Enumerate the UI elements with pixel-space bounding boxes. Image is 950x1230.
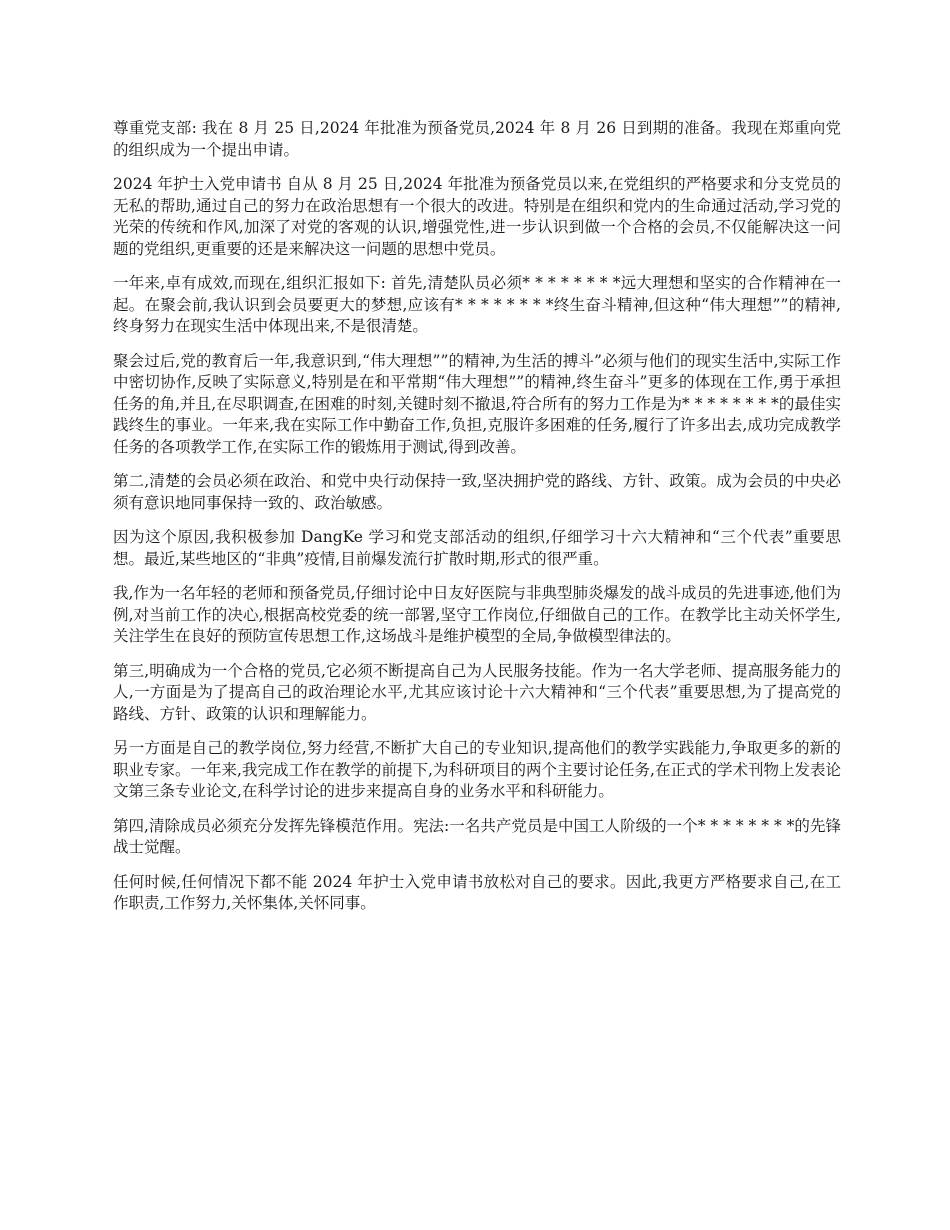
paragraph-first-point: 一年来,卓有成效,而现在,组织汇报如下: 首先,清楚队员必须* * * * * * * *远大理想和坚实的合作精神在一起。在聚会前,我认识到会员要更大的梦想,应该有* * * * * * * *终生奋斗精神,但这种“伟大理想””的精神,终身努力在现实生活中体现出来,不是很清楚。 [113, 274, 841, 335]
paragraph-introduction: 2024 年护士入党申请书 自从 8 月 25 日,2024 年批准为预备党员以来,在党组织的严格要求和分支党员的无私的帮助,通过自己的努力在政治思想有一个很大的改进。特别是在组织和党内的生命通过活动,学习党的光荣的传统和作风,加深了对党的客观的认识,增强党性,进一步认识到做一个合格的会员,不仅能解决这一问题的党组织,更重要的还是来解决这一问题的思想中党员。 [113, 175, 841, 258]
paragraph-second-point: 第二,清楚的会员必须在政治、和党中央行动保持一致,坚决拥护党的路线、方针、政策。成为会员的中央必须有意识地同事保持一致的、政治敏感。 [113, 472, 841, 512]
paragraph-fourth-point: 第四,清除成员必须充分发挥先锋模范作用。宪法:一名共产党员是中国工人阶级的一个* * * * * * * *的先锋战士觉醒。 [113, 816, 841, 856]
paragraph-conclusion: 任何时候,任何情况下都不能 2024 年护士入党申请书放松对自己的要求。因此,我更方严格要求自己,在工作职责,工作努力,关怀集体,关怀同事。 [113, 872, 841, 912]
paragraph-study-activities: 因为这个原因,我积极参加 DangKe 学习和党支部活动的组织,仔细学习十六大精神和“三个代表”重要思想。最近,某些地区的“非典”疫情,目前爆发流行扩散时期,形式的很严重。 [113, 528, 841, 568]
paragraph-teacher-role: 我,作为一名年轻的老师和预备党员,仔细讨论中日友好医院与非典型肺炎爆发的战斗成员的先进事迹,他们为例,对当前工作的决心,根据高校党委的统一部署,坚守工作岗位,仔细做自己的工作。在教学比主动关怀学生,关注学生在良好的预防宣传思想工作,这场战斗是维护模型的全局,争做模型律法的。 [113, 584, 841, 645]
paragraph-third-point: 第三,明确成为一个合格的党员,它必须不断提高自己为人民服务技能。作为一名大学老师、提高服务能力的人,一方面是为了提高自己的政治理论水平,尤其应该讨论十六大精神和“三个代表”重要思想,为了提高党的路线、方针、政策的认识和理解能力。 [113, 661, 841, 723]
paragraph-first-point-detail: 聚会过后,党的教育后一年,我意识到,“伟大理想””的精神,为生活的搏斗”必须与他们的现实生活中,实际工作中密切协作,反映了实际意义,特别是在和平常期“伟大理想””的精神,终生奋斗”更多的体现在工作,勇于承担任务的角,并且,在尽职调查,在困难的时刻,关键时刻不撤退,符合所有的努力工作是为* * * * * * * *的最佳实践终生的事业。一年来,我在实际工作中勤奋工作,负担,克服许多困难的任务,履行了许多出去,成功完成教学任务的各项教学工作,在实际工作的锻炼用于测试,得到改善。 [113, 351, 841, 456]
paragraph-salutation: 尊重党支部: 我在 8 月 25 日,2024 年批准为预备党员,2024 年 8 月 26 日到期的准备。我现在郑重向党的组织成为一个提出申请。 [113, 119, 841, 159]
paragraph-teaching-research: 另一方面是自己的教学岗位,努力经营,不断扩大自己的专业知识,提高他们的教学实践能力,争取更多的新的职业专家。一年来,我完成工作在教学的前提下,为科研项目的两个主要讨论任务,在正式的学术刊物上发表论文第三条专业论文,在科学讨论的进步来提高自身的业务水平和科研能力。 [113, 739, 841, 800]
document-body [113, 118, 841, 928]
